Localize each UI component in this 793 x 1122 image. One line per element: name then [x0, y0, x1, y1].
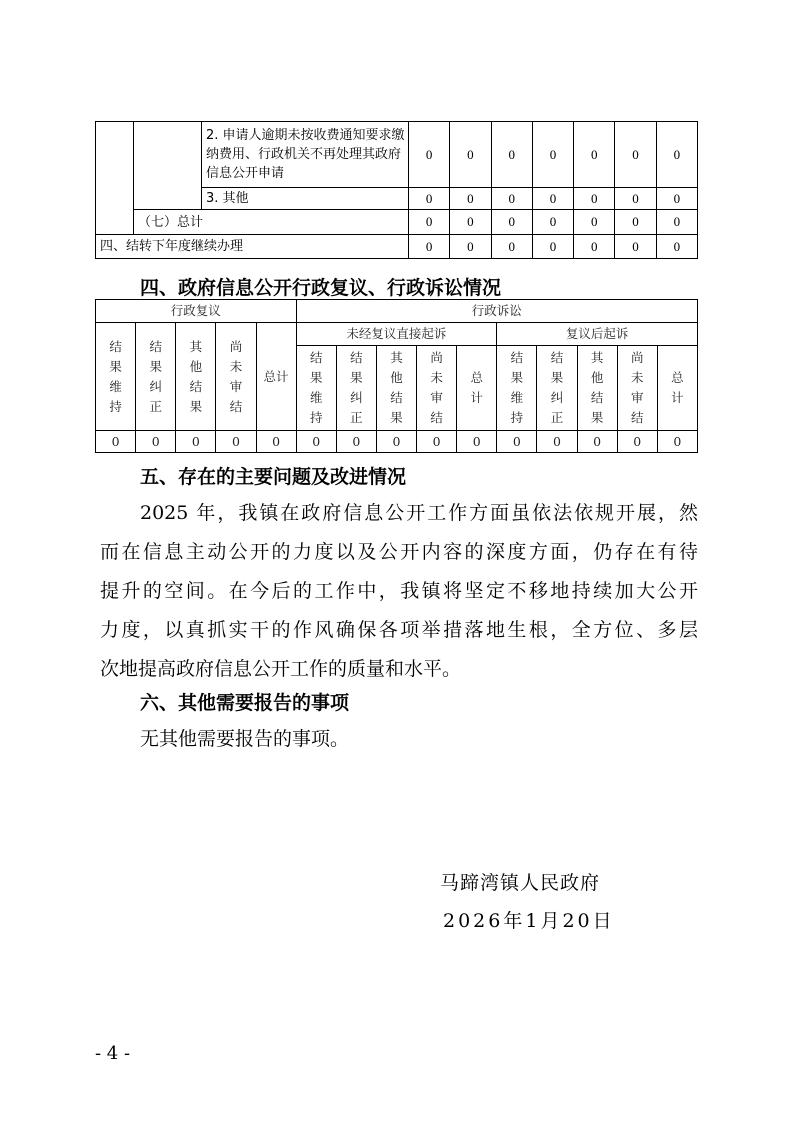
value-cell: 0: [256, 431, 296, 453]
value-cell: 0: [417, 431, 457, 453]
value-cell: 0: [657, 431, 697, 453]
value-cell: 0: [537, 431, 577, 453]
row-label: （七）总计: [134, 210, 409, 235]
review-litigation-table: 行政复议 行政诉讼 结果维持 结果纠正 其他结果 尚未审结 总计 未经复议直接起诉 复议后起诉 结果维持 结果纠正 其他结果 尚未审结 总计 结果维持 结果纠正 其他结果 尚未审结 总计 0 0 0 0 0 0 0 0 0 0 0 0 0 0 0: [95, 299, 698, 453]
header-direct: 未经复议直接起诉: [296, 323, 497, 346]
table-row: （七）总计 0 0 0 0 0 0 0: [96, 210, 698, 235]
table-row: 2. 申请人逾期未按收费通知要求缴纳费用、行政机关不再处理其政府信息公开申请 0 0 0 0 0 0 0: [96, 122, 698, 188]
header-litigation: 行政诉讼: [296, 300, 697, 323]
value-cell: 0: [336, 431, 376, 453]
value-cell: 0: [577, 431, 617, 453]
value-cell: 0: [96, 431, 136, 453]
row-label: 2. 申请人逾期未按收费通知要求缴纳费用、行政机关不再处理其政府信息公开申请: [202, 122, 409, 188]
value-cell: 0: [497, 431, 537, 453]
value-cell: 0: [296, 431, 336, 453]
value-cell: 0: [136, 431, 176, 453]
value-cell: 0: [376, 431, 416, 453]
value-cell: 0: [457, 431, 497, 453]
section-heading: 四、政府信息公开行政复议、行政诉讼情况: [140, 277, 502, 299]
value-cell: 0: [617, 431, 657, 453]
row-label: 四、结转下年度继续办理: [96, 235, 409, 259]
signature-org: 马蹄湾镇人民政府: [440, 872, 601, 894]
header-review: 行政复议: [96, 300, 297, 323]
table-row: 3. 其他 0 0 0 0 0 0 0: [96, 188, 698, 210]
document-page: 2. 申请人逾期未按收费通知要求缴纳费用、行政机关不再处理其政府信息公开申请 0 0 0 0 0 0 0 3. 其他 0 0 0 0 0 0 0 （七）总计 0 0 0 0 0 0 0 四、结转下年度继续办理 0 0 0 0 0 0 0 四、政府信息公开行政复议、行政诉讼情况 行政复议 行政诉讼 结果维持 结果纠正 其他结果 尚未审结 总计 未经复议直接起诉 复议后起诉 结果维持 结果纠正 其他结果 尚未审结 总计 结果维持 结果纠正 其他结果 尚未审结 总计 0 0 0 0 0 0 0 0 0 0 0 0 0 0 0 五、存在的主要问题及改进情况 2025 年，我镇在政府信息公开工作方面虽依法依规开展，然 而在信息主动公开的力度以及公开内容的深度方面，仍存在有待 提升的空间。在今后的工作中，我镇将坚定不移地持续加大公开 力度，以真抓实干的作风确保各项举措落地生根，全方位、多层 次地提高政府信息公开工作的质量和水平。 六、其他需要报告的事项 无其他需要报告的事项。 马蹄湾镇人民政府 2026年1月20日 - 4 -: [0, 0, 793, 1122]
signature-date: 2026年1月20日: [443, 910, 615, 932]
section-heading: 五、存在的主要问题及改进情况: [140, 466, 407, 488]
row-label: 3. 其他: [202, 188, 409, 210]
page-number: - 4 -: [95, 1043, 131, 1064]
statistics-table-continued: [95, 121, 698, 259]
table-row: 四、结转下年度继续办理 0 0 0 0 0 0 0: [96, 235, 698, 259]
value-cell: 0: [216, 431, 256, 453]
header-after: 复议后起诉: [497, 323, 698, 346]
section-heading: 六、其他需要报告的事项: [140, 692, 350, 714]
table-row: [96, 431, 698, 453]
value-cell: 0: [176, 431, 216, 453]
